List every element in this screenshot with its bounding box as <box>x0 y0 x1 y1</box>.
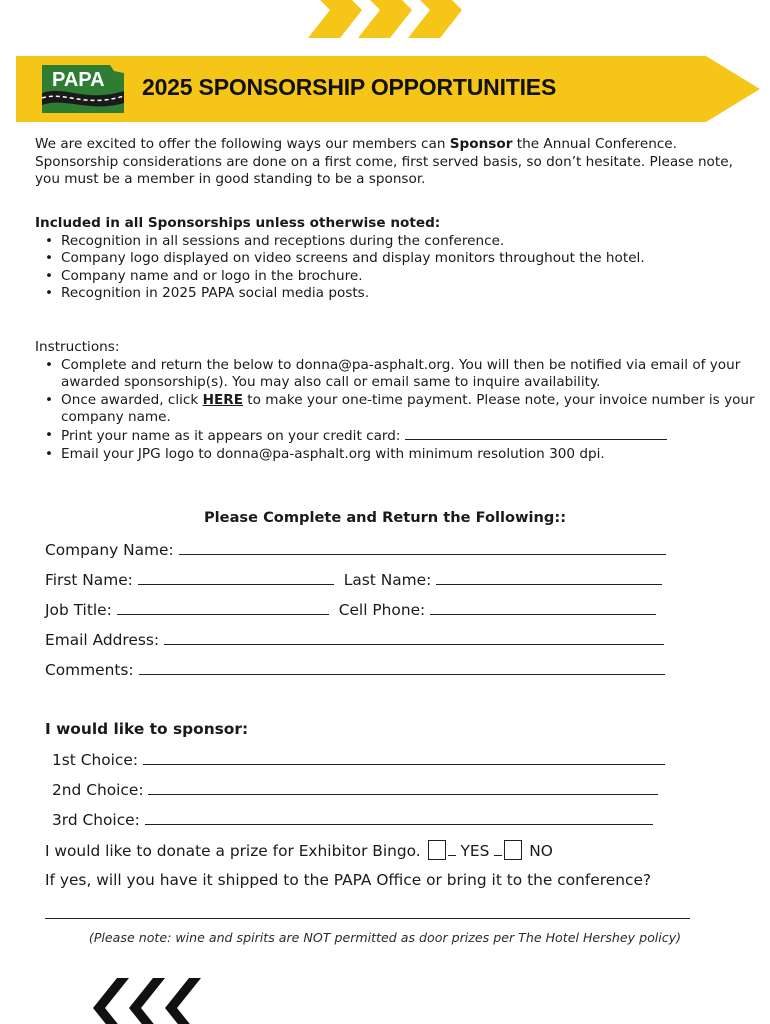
chevron-shape <box>408 0 462 38</box>
included-list <box>35 233 755 303</box>
company-name-row <box>45 540 666 559</box>
credit-card-name-field[interactable] <box>405 427 667 440</box>
email-address-label: Email Address: <box>45 631 160 649</box>
ship-answer-field[interactable] <box>45 904 690 919</box>
intro-text-continued: the Annual Conference. Sponsorship considerations are done on a first come, first served basis, so don’t hesitate. Please note, you must be a member in good standing to be a sponsor. <box>35 136 733 188</box>
choice2-field[interactable] <box>148 780 658 795</box>
ship-answer-row <box>45 904 690 919</box>
chevron-shape <box>129 978 165 1024</box>
cell-phone-label: Cell Phone: <box>338 601 426 619</box>
top-chevron-decoration <box>300 0 470 50</box>
list-item: • Recognition in all sessions and receptions during the conference. <box>61 233 755 251</box>
list-item: • Company name and or logo in the brochure. <box>61 268 755 286</box>
chevron-shape <box>93 978 129 1024</box>
payment-here-link[interactable]: HERE <box>202 391 243 408</box>
intro-text: We are excited to offer the following ways our members can <box>35 136 450 152</box>
instruction-text: Once awarded, click <box>61 391 203 408</box>
last-name-label: Last Name: <box>343 571 432 589</box>
page-title: 2025 SPONSORSHIP OPPORTUNITIES <box>142 74 557 100</box>
first-name-field[interactable] <box>138 570 334 585</box>
donate-label: I would like to donate a prize for Exhibitor Bingo. <box>45 842 421 860</box>
no-label: NO <box>529 842 553 860</box>
ship-question: If yes, will you have it shipped to the PAPA Office or bring it to the conference? <box>45 871 652 889</box>
list-item <box>61 392 755 427</box>
email-row <box>45 630 664 649</box>
job-title-field[interactable] <box>117 600 329 615</box>
comments-label: Comments: <box>45 661 134 679</box>
job-row <box>45 600 656 619</box>
papa-logo <box>40 63 126 117</box>
door-prize-note: (Please note: wine and spirits are NOT permitted as door prizes per The Hotel Hershey policy) <box>88 930 682 945</box>
yes-label: YES <box>460 842 490 860</box>
donate-row <box>45 840 553 860</box>
choice3-label: 3rd Choice: <box>52 811 140 829</box>
choice1-row <box>52 750 665 769</box>
intro-paragraph <box>35 136 735 189</box>
no-line <box>494 845 502 856</box>
instructions-heading: Instructions: <box>35 339 120 355</box>
instructions-list <box>35 357 755 464</box>
list-item: • Email your JPG logo to donna@pa-asphalt.org with minimum resolution 300 dpi. <box>61 446 755 464</box>
included-section <box>35 215 755 303</box>
sponsor-heading: I would like to sponsor: <box>45 720 249 738</box>
choice3-row <box>52 810 653 829</box>
form-heading: Please Complete and Return the Following:: <box>203 509 567 526</box>
first-name-label: First Name: <box>45 571 133 589</box>
choice2-row <box>52 780 658 799</box>
chevron-shape <box>165 978 201 1024</box>
list-item: • Recognition in 2025 PAPA social media posts. <box>61 285 755 303</box>
instructions-section <box>35 339 755 463</box>
instruction-text: to make your one-time payment. Please note, your invoice number is your company name. <box>61 391 755 426</box>
instruction-text: Print your name as it appears on your credit card: <box>61 427 401 444</box>
email-address-field[interactable] <box>164 630 664 645</box>
choice1-label: 1st Choice: <box>52 751 139 769</box>
bottom-chevron-decoration <box>85 978 215 1024</box>
no-checkbox[interactable] <box>504 840 522 860</box>
logo-text: PAPA <box>52 69 105 91</box>
name-row <box>45 570 662 589</box>
list-item: • Company logo displayed on video screens and display monitors throughout the hotel. <box>61 250 755 268</box>
comments-row <box>45 660 665 679</box>
chevron-shape <box>358 0 412 38</box>
list-item: • Complete and return the below to donna@pa-asphalt.org. You will then be notified via email of your awarded sponsorship(s). You may also call or email same to inquire availability. <box>61 357 755 392</box>
company-name-label: Company Name: <box>45 541 174 559</box>
choice3-field[interactable] <box>145 810 653 825</box>
list-item <box>61 427 755 446</box>
cell-phone-field[interactable] <box>430 600 656 615</box>
comments-field[interactable] <box>139 660 665 675</box>
yes-line <box>448 845 456 856</box>
included-heading: Included in all Sponsorships unless otherwise noted: <box>35 215 441 231</box>
yes-checkbox[interactable] <box>428 840 446 860</box>
choice1-field[interactable] <box>143 750 665 765</box>
last-name-field[interactable] <box>436 570 662 585</box>
choice2-label: 2nd Choice: <box>52 781 144 799</box>
chevron-shape <box>308 0 362 38</box>
company-name-field[interactable] <box>179 540 666 555</box>
intro-bold-word: Sponsor <box>449 136 513 152</box>
job-title-label: Job Title: <box>45 601 112 619</box>
